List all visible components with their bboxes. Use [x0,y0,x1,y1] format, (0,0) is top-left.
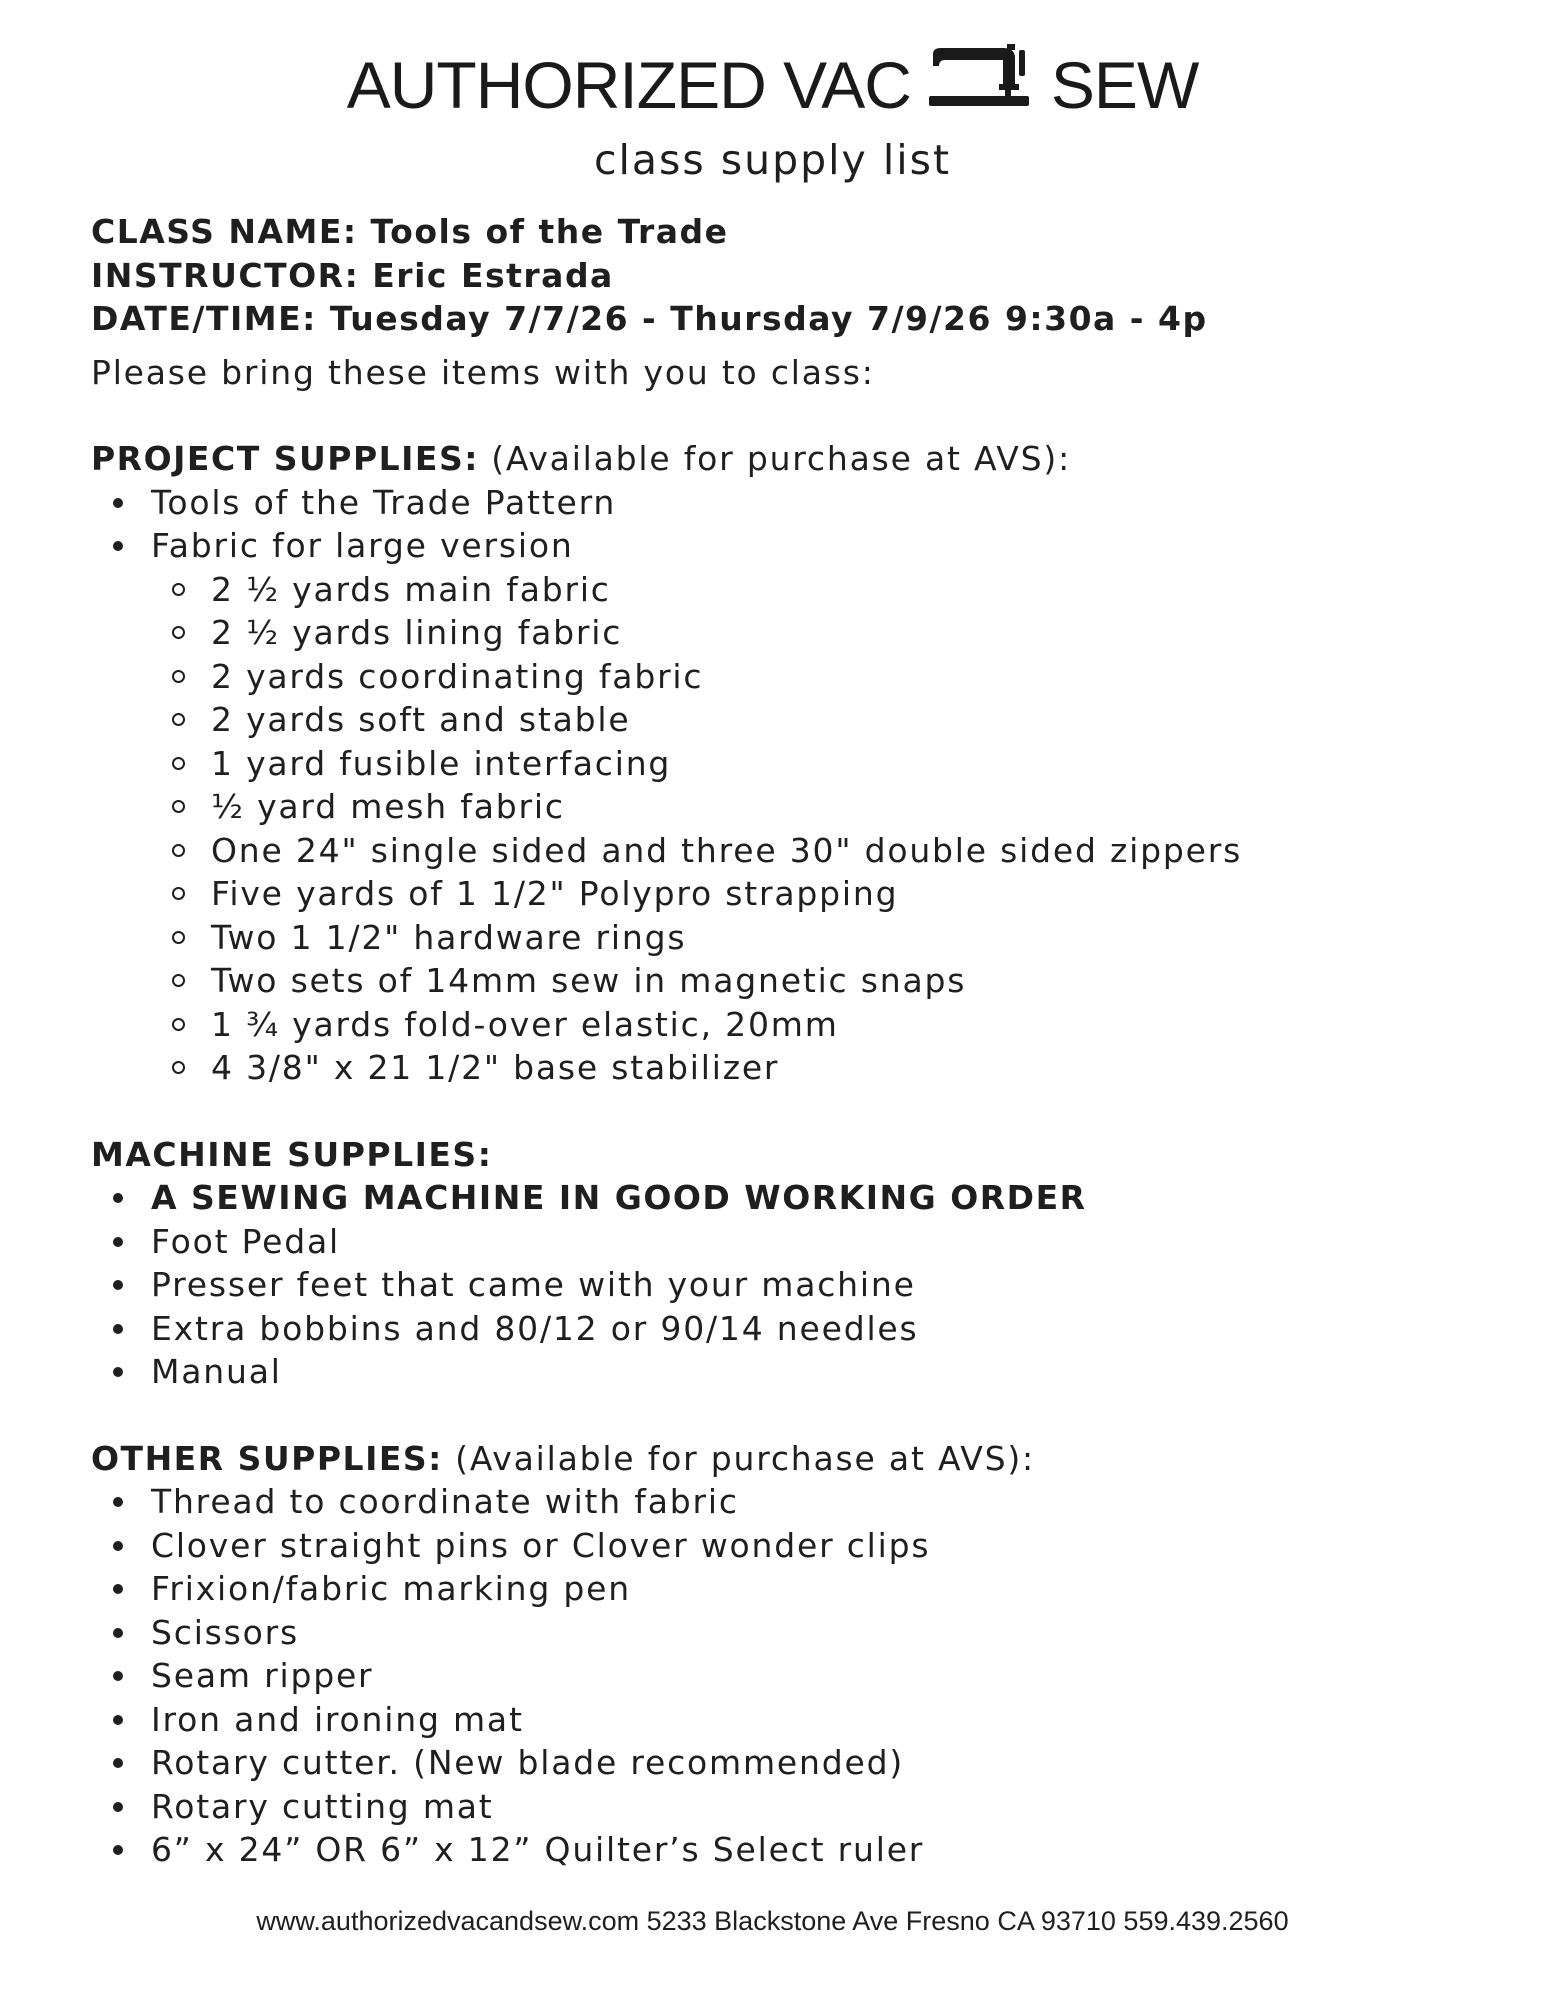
list-item: A SEWING MACHINE IN GOOD WORKING ORDER [91,1176,1491,1220]
project-supplies-heading [91,437,1491,481]
list-item: Frixion/fabric marking pen [91,1567,1491,1611]
sub-list-item: 2 ½ yards main fabric [91,568,1491,612]
other-supplies-heading [91,1437,1491,1481]
date-time: DATE/TIME: Tuesday 7/7/26 - Thursday 7/9/26 9:30a - 4p [91,299,1208,338]
sub-list-item: 4 3/8" x 21 1/2" base stabilizer [91,1046,1491,1090]
sub-list-item: 2 ½ yards lining fabric [91,611,1491,655]
brand-logo [347,40,1199,130]
project-supplies-note: (Available for purchase at AVS): [478,439,1072,478]
page-subtitle: class supply list [593,136,952,184]
sub-list-item: Two sets of 14mm sew in magnetic snaps [91,959,1491,1003]
intro-text: Please bring these items with you to class: [91,352,875,392]
sub-list-item: 1 yard fusible interfacing [91,742,1491,786]
other-supplies-list [91,1480,1491,1872]
machine-supplies-title: MACHINE SUPPLIES: [91,1134,493,1174]
machine-supplies-section [91,1133,1491,1394]
project-supplies-section [91,437,1491,1090]
sub-list-item: Two 1 1/2" hardware rings [91,916,1491,960]
brand-name-right: SEW [1050,48,1199,122]
footer-contact: www.authorizedvacandsew.com 5233 Blackstone Ave Fresno CA 93710 559.439.2560 [256,1906,1289,1936]
class-name: CLASS NAME: Tools of the Trade [91,212,729,251]
list-item: Scissors [91,1611,1491,1655]
brand-name-left: AUTHORIZED VAC [346,48,911,122]
sewing-machine-icon [929,40,1033,130]
list-item: 6” x 24” OR 6” x 12” Quilter’s Select ruler [91,1828,1491,1872]
list-item: Clover straight pins or Clover wonder clips [91,1524,1491,1568]
sub-list-item: 2 yards soft and stable [91,698,1491,742]
fabric-sub-list [91,568,1491,1090]
class-info [91,210,1491,341]
sub-list-item: One 24" single sided and three 30" double sided zippers [91,829,1491,873]
list-item: Tools of the Trade Pattern [91,481,1491,525]
sub-list-item: Five yards of 1 1/2" Polypro strapping [91,872,1491,916]
list-item: Rotary cutting mat [91,1785,1491,1829]
list-item: Extra bobbins and 80/12 or 90/14 needles [91,1307,1491,1351]
machine-supplies-list [91,1176,1491,1394]
other-supplies-title: OTHER SUPPLIES: [91,1438,443,1478]
sub-list-item: 1 ¾ yards fold-over elastic, 20mm [91,1003,1491,1047]
list-item: Thread to coordinate with fabric [91,1480,1491,1524]
list-item: Manual [91,1350,1491,1394]
sub-list-item: ½ yard mesh fabric [91,785,1491,829]
project-supplies-list [91,481,1491,568]
list-item: Rotary cutter. (New blade recommended) [91,1741,1491,1785]
project-supplies-title: PROJECT SUPPLIES: [91,439,479,478]
machine-supplies-heading [91,1133,1491,1177]
list-item: Presser feet that came with your machine [91,1263,1491,1307]
instructor: INSTRUCTOR: Eric Estrada [91,255,614,295]
other-supplies-section [91,1437,1491,1872]
other-supplies-note: (Available for purchase at AVS): [442,1438,1035,1478]
supply-list-content [91,210,1491,1872]
list-item: Foot Pedal [91,1220,1491,1264]
list-item: Iron and ironing mat [91,1698,1491,1742]
header [0,40,1545,186]
list-item: Fabric for large version [91,524,1491,568]
sub-list-item: 2 yards coordinating fabric [91,655,1491,699]
list-item: Seam ripper [91,1654,1491,1698]
